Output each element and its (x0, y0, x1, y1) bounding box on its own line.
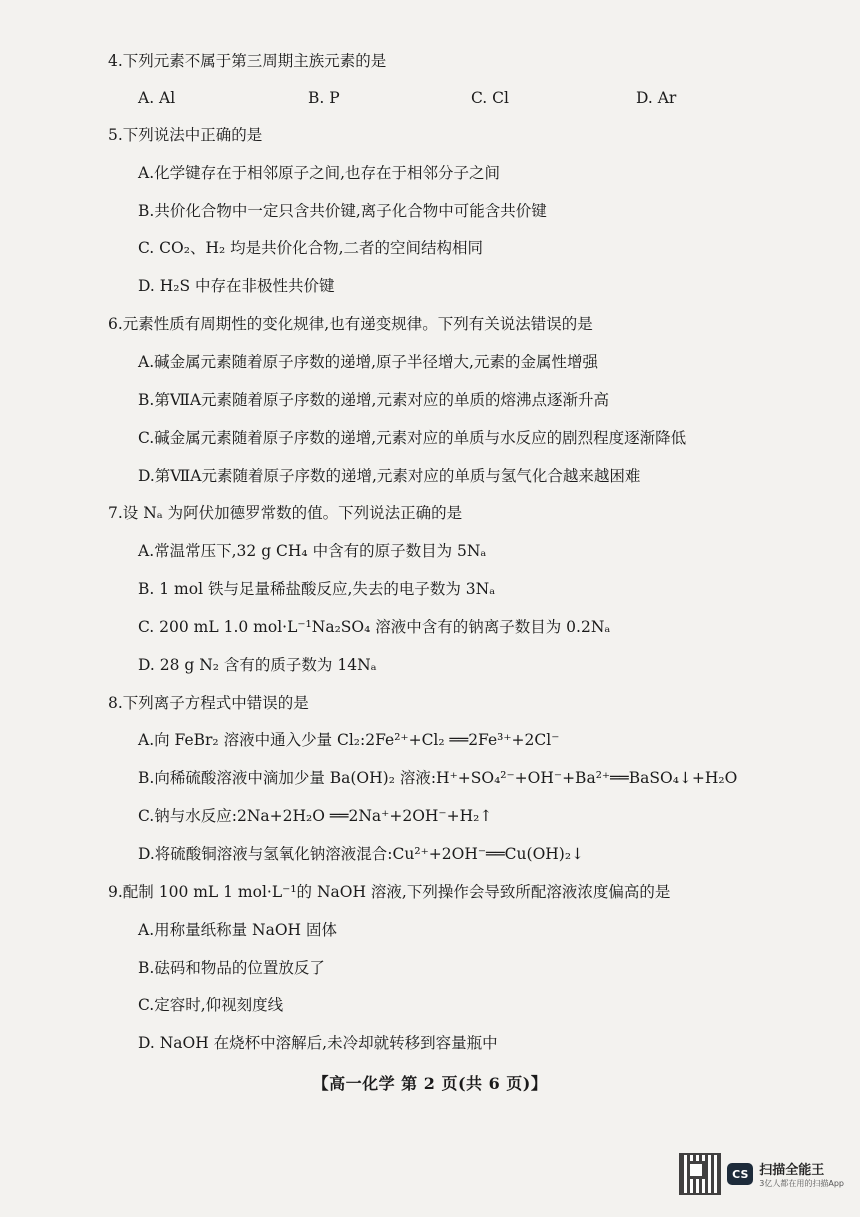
q4-option-d: D. Ar (636, 89, 677, 107)
q7-option-c: C. 200 mL 1.0 mol·L⁻¹Na₂SO₄ 溶液中含有的钠离子数目为 0.2Nₐ (138, 618, 611, 636)
q6-stem: 6.元素性质有周期性的变化规律,也有递变规律。下列有关说法错误的是 (108, 315, 593, 333)
q4-stem: 4.下列元素不属于第三周期主族元素的是 (108, 52, 387, 70)
q4-option-a: A. Al (138, 89, 176, 107)
page-footer: 【高一化学 第 2 页(共 6 页)】 (312, 1074, 548, 1093)
q7-stem: 7.设 Nₐ 为阿伏加德罗常数的值。下列说法正确的是 (108, 504, 463, 522)
q7-option-d: D. 28 g N₂ 含有的质子数为 14Nₐ (138, 656, 377, 674)
q4-option-c: C. Cl (471, 89, 509, 107)
watermark-subtitle: 3亿人都在用的扫描App (759, 1179, 844, 1188)
q9-option-d: D. NaOH 在烧杯中溶解后,未冷却就转移到容量瓶中 (138, 1034, 498, 1052)
q5-option-c: C. CO₂、H₂ 均是共价化合物,二者的空间结构相同 (138, 239, 484, 257)
q8-stem: 8.下列离子方程式中错误的是 (108, 694, 309, 712)
q8-option-a: A.向 FeBr₂ 溶液中通入少量 Cl₂:2Fe²⁺+Cl₂ ══2Fe³⁺+2Cl⁻ (138, 731, 560, 749)
q9-option-b: B.砝码和物品的位置放反了 (138, 959, 325, 977)
qr-code-icon (679, 1153, 721, 1195)
q6-option-b: B.第ⅦA元素随着原子序数的递增,元素对应的单质的熔沸点逐渐升高 (138, 391, 609, 409)
q5-stem: 5.下列说法中正确的是 (108, 126, 263, 144)
q4-option-b: B. P (308, 89, 340, 107)
camscanner-logo: CS (727, 1163, 753, 1185)
q6-option-a: A.碱金属元素随着原子序数的递增,原子半径增大,元素的金属性增强 (138, 353, 598, 371)
q5-option-a: A.化学键存在于相邻原子之间,也存在于相邻分子之间 (138, 164, 501, 182)
q5-option-d: D. H₂S 中存在非极性共价键 (138, 277, 335, 295)
scanner-watermark (679, 1153, 844, 1195)
q7-option-a: A.常温常压下,32 g CH₄ 中含有的原子数目为 5Nₐ (138, 542, 487, 560)
watermark-title: 扫描全能王 (759, 1163, 825, 1178)
q6-option-c: C.碱金属元素随着原子序数的递增,元素对应的单质与水反应的剧烈程度逐渐降低 (138, 429, 687, 447)
q5-option-b: B.共价化合物中一定只含共价键,离子化合物中可能含共价键 (138, 202, 547, 220)
q9-option-a: A.用称量纸称量 NaOH 固体 (138, 921, 338, 939)
q8-option-b: B.向稀硫酸溶液中滴加少量 Ba(OH)₂ 溶液:H⁺+SO₄²⁻+OH⁻+Ba²⁺══BaSO₄↓+H₂O (138, 769, 738, 787)
q9-option-c: C.定容时,仰视刻度线 (138, 996, 284, 1014)
q9-stem: 9.配制 100 mL 1 mol·L⁻¹的 NaOH 溶液,下列操作会导致所配溶液浓度偏高的是 (108, 883, 671, 901)
q6-option-d: D.第ⅦA元素随着原子序数的递增,元素对应的单质与氢气化合越来越困难 (138, 467, 641, 485)
q7-option-b: B. 1 mol 铁与足量稀盐酸反应,失去的电子数为 3Nₐ (138, 580, 496, 598)
q8-option-c: C.钠与水反应:2Na+2H₂O ══2Na⁺+2OH⁻+H₂↑ (138, 807, 493, 825)
q8-option-d: D.将硫酸铜溶液与氢氧化钠溶液混合:Cu²⁺+2OH⁻══Cu(OH)₂↓ (138, 845, 585, 863)
